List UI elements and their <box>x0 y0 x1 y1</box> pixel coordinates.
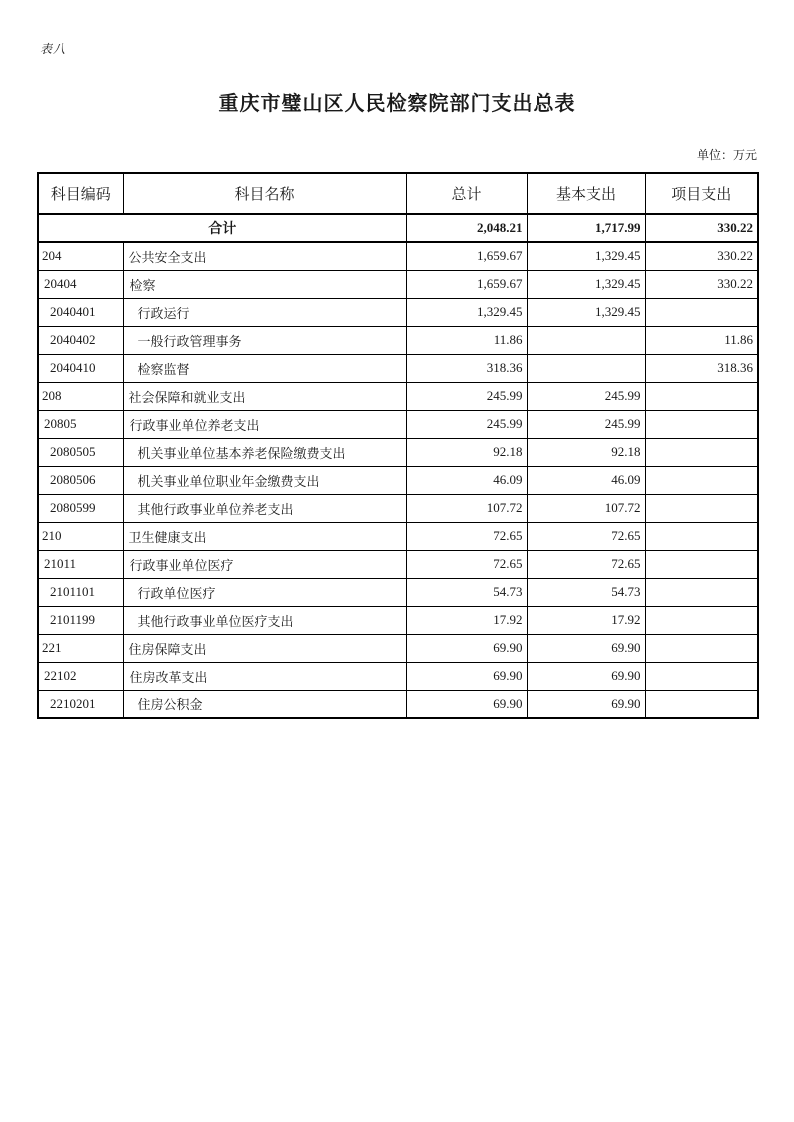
table-row <box>38 634 758 662</box>
cell-name: 住房改革支出 <box>123 662 406 690</box>
cell-name: 公共安全支出 <box>123 242 406 270</box>
cell-total: 46.09 <box>406 466 527 494</box>
table-row <box>38 382 758 410</box>
header-subject-name: 科目名称 <box>123 173 406 214</box>
header-subject-code: 科目编码 <box>38 173 123 214</box>
cell-code: 20805 <box>38 410 123 438</box>
cell-basic: 72.65 <box>527 550 645 578</box>
table-row <box>38 298 758 326</box>
table-row <box>38 270 758 298</box>
cell-basic: 72.65 <box>527 522 645 550</box>
cell-name: 检察 <box>123 270 406 298</box>
cell-code: 2210201 <box>38 690 123 718</box>
cell-basic <box>527 354 645 382</box>
cell-basic: 46.09 <box>527 466 645 494</box>
cell-basic: 69.90 <box>527 690 645 718</box>
cell-code: 2101101 <box>38 578 123 606</box>
cell-project <box>645 550 758 578</box>
cell-name: 社会保障和就业支出 <box>123 382 406 410</box>
cell-basic: 107.72 <box>527 494 645 522</box>
cell-total: 69.90 <box>406 690 527 718</box>
cell-total: 318.36 <box>406 354 527 382</box>
table-row <box>38 578 758 606</box>
table-row <box>38 606 758 634</box>
cell-project <box>645 522 758 550</box>
cell-name: 检察监督 <box>123 354 406 382</box>
cell-name: 卫生健康支出 <box>123 522 406 550</box>
cell-basic: 1,329.45 <box>527 242 645 270</box>
cell-total: 245.99 <box>406 382 527 410</box>
cell-code: 221 <box>38 634 123 662</box>
cell-project <box>645 438 758 466</box>
cell-project <box>645 466 758 494</box>
cell-project <box>645 382 758 410</box>
cell-total: 1,659.67 <box>406 270 527 298</box>
cell-project: 318.36 <box>645 354 758 382</box>
cell-project <box>645 494 758 522</box>
cell-basic: 69.90 <box>527 634 645 662</box>
cell-name: 住房保障支出 <box>123 634 406 662</box>
cell-basic: 17.92 <box>527 606 645 634</box>
unit-note: 单位：万元 <box>696 148 757 162</box>
cell-name: 行政事业单位医疗 <box>123 550 406 578</box>
cell-project <box>645 690 758 718</box>
cell-project <box>645 410 758 438</box>
cell-name: 机关事业单位职业年金缴费支出 <box>123 466 406 494</box>
page-title: 重庆市璧山区人民检察院部门支出总表 <box>218 93 576 115</box>
header-total: 总计 <box>406 173 527 214</box>
cell-code: 210 <box>38 522 123 550</box>
header-basic-expense: 基本支出 <box>527 173 645 214</box>
cell-total: 245.99 <box>406 410 527 438</box>
header-row <box>38 173 758 214</box>
cell-project: 11.86 <box>645 326 758 354</box>
cell-project <box>645 298 758 326</box>
total-row <box>38 214 758 242</box>
cell-code: 2040401 <box>38 298 123 326</box>
cell-total: 92.18 <box>406 438 527 466</box>
expenditure-table <box>37 172 759 719</box>
cell-code: 22102 <box>38 662 123 690</box>
cell-code: 21011 <box>38 550 123 578</box>
cell-total: 69.90 <box>406 634 527 662</box>
header-project-expense: 项目支出 <box>645 173 758 214</box>
table-row <box>38 326 758 354</box>
cell-total: 1,329.45 <box>406 298 527 326</box>
cell-basic: 69.90 <box>527 662 645 690</box>
cell-code: 20404 <box>38 270 123 298</box>
cell-name: 行政单位医疗 <box>123 578 406 606</box>
table-row <box>38 242 758 270</box>
cell-basic: 92.18 <box>527 438 645 466</box>
cell-total: 107.72 <box>406 494 527 522</box>
table-row <box>38 410 758 438</box>
cell-basic: 54.73 <box>527 578 645 606</box>
table-row <box>38 466 758 494</box>
cell-basic: 1,329.45 <box>527 270 645 298</box>
cell-name: 住房公积金 <box>123 690 406 718</box>
table-header <box>38 173 758 214</box>
cell-project: 330.22 <box>645 270 758 298</box>
cell-total: 17.92 <box>406 606 527 634</box>
cell-code: 2101199 <box>38 606 123 634</box>
table-row <box>38 662 758 690</box>
cell-total: 54.73 <box>406 578 527 606</box>
corner-label: 表八 <box>40 42 67 56</box>
cell-basic: 1,329.45 <box>527 298 645 326</box>
cell-code: 2040402 <box>38 326 123 354</box>
table-row <box>38 550 758 578</box>
cell-code: 2080505 <box>38 438 123 466</box>
total-row-total: 2,048.21 <box>406 214 527 242</box>
cell-name: 一般行政管理事务 <box>123 326 406 354</box>
cell-total: 11.86 <box>406 326 527 354</box>
cell-code: 204 <box>38 242 123 270</box>
table-row <box>38 690 758 718</box>
cell-total: 69.90 <box>406 662 527 690</box>
cell-project <box>645 634 758 662</box>
cell-basic <box>527 326 645 354</box>
cell-basic: 245.99 <box>527 410 645 438</box>
cell-basic: 245.99 <box>527 382 645 410</box>
cell-code: 2040410 <box>38 354 123 382</box>
cell-name: 其他行政事业单位医疗支出 <box>123 606 406 634</box>
cell-total: 1,659.67 <box>406 242 527 270</box>
cell-total: 72.65 <box>406 550 527 578</box>
cell-code: 208 <box>38 382 123 410</box>
cell-project: 330.22 <box>645 242 758 270</box>
cell-code: 2080599 <box>38 494 123 522</box>
cell-project <box>645 578 758 606</box>
total-row-label: 合计 <box>38 214 406 242</box>
cell-total: 72.65 <box>406 522 527 550</box>
cell-project <box>645 606 758 634</box>
table-row <box>38 438 758 466</box>
total-row-project: 330.22 <box>645 214 758 242</box>
table-row <box>38 522 758 550</box>
table-row <box>38 354 758 382</box>
table-body <box>38 214 758 718</box>
cell-name: 机关事业单位基本养老保险缴费支出 <box>123 438 406 466</box>
cell-name: 行政运行 <box>123 298 406 326</box>
cell-name: 行政事业单位养老支出 <box>123 410 406 438</box>
cell-name: 其他行政事业单位养老支出 <box>123 494 406 522</box>
cell-code: 2080506 <box>38 466 123 494</box>
total-row-basic: 1,717.99 <box>527 214 645 242</box>
table-row <box>38 494 758 522</box>
cell-project <box>645 662 758 690</box>
